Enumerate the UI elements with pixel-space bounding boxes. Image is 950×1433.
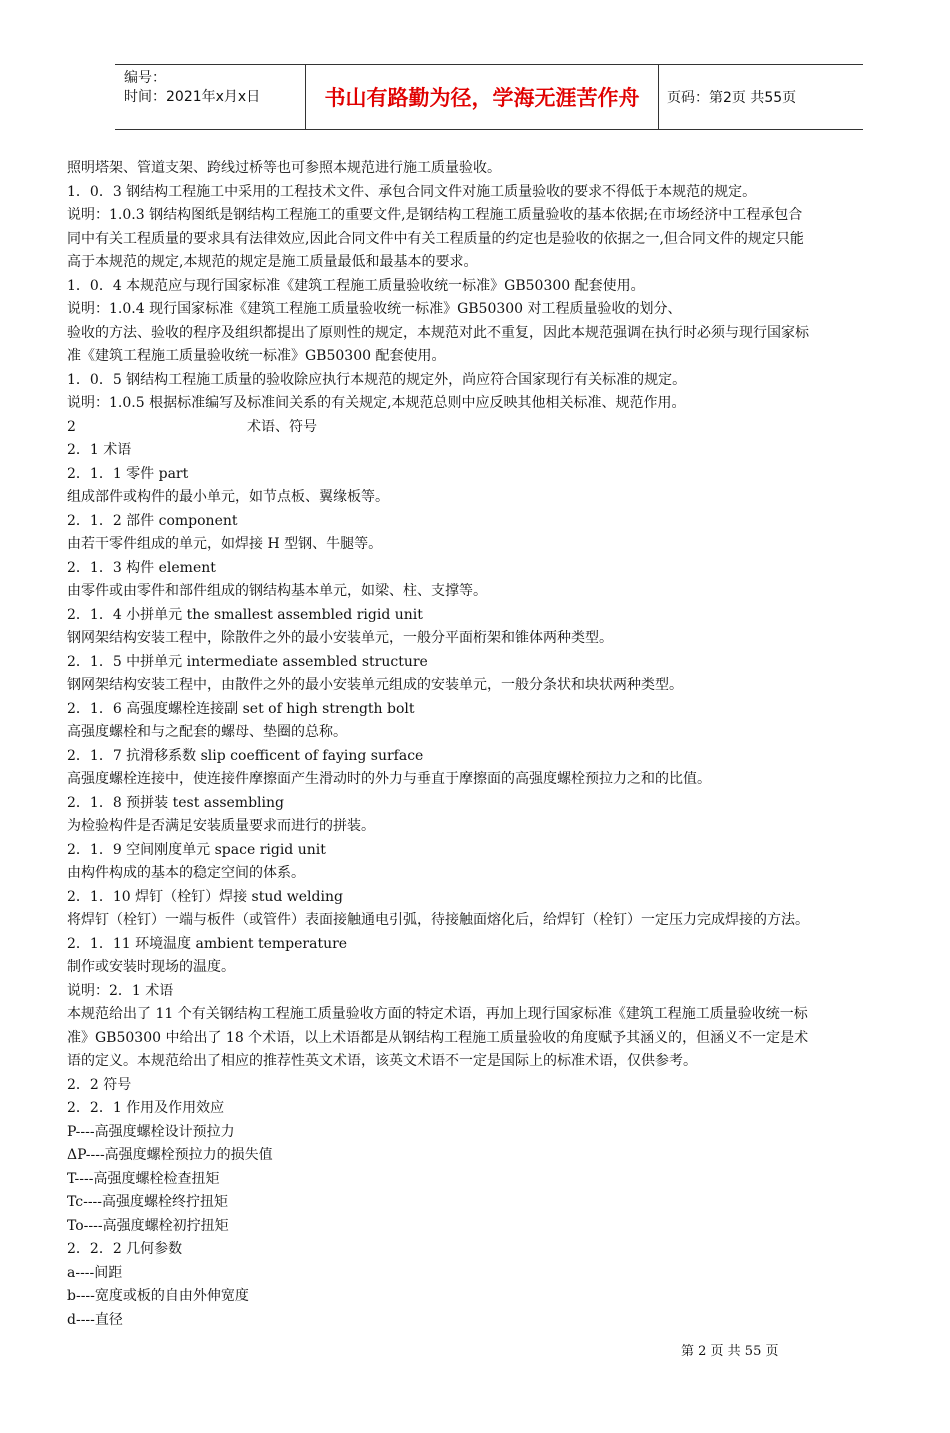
text-line: 高于本规范的规定,本规范的规定是施工质量最低和最基本的要求。 [67, 254, 478, 270]
text-line: 2．1．7 抗滑移系数 slip coefficent of faying surface [67, 747, 424, 764]
text-line: 由构件构成的基本的稳定空间的体系。 [67, 865, 305, 881]
text-line: 2．1．9 空间刚度单元 space rigid unit [67, 841, 326, 858]
document-body [67, 157, 915, 1332]
text-line: 制作或安装时现场的温度。 [67, 959, 235, 975]
section-2-heading [67, 416, 915, 440]
text-line: b----宽度或板的自由外伸宽度 [67, 1288, 249, 1304]
page-header [115, 64, 863, 130]
text-line: 准《建筑工程施工质量验收统一标准》GB50300 配套使用。 [67, 348, 446, 364]
text-line: 2．1．5 中拼单元 intermediate assembled structure [67, 653, 428, 670]
text-line: 1．0．3 钢结构工程施工中采用的工程技术文件、承包合同文件对施工质量验收的要求不得低于本规范的规定。 [67, 183, 757, 200]
text-line: 2．2 符号 [67, 1076, 132, 1093]
text-line: 语的定义。本规范给出了相应的推荐性英文术语，该英文术语不一定是国际上的标准术语，仅供参考。 [67, 1053, 697, 1069]
page-footer: 第 2 页 共 55 页 [681, 1344, 779, 1359]
text-line: 2．1 术语 [67, 442, 132, 458]
section-2-title: 术语、符号 [247, 418, 317, 435]
text-line: 2．1．10 焊钉（栓钉）焊接 stud welding [67, 888, 343, 905]
text-line: 2．1．8 预拼装 test assembling [67, 794, 284, 811]
text-line: 1．0．4 本规范应与现行国家标准《建筑工程施工质量验收统一标准》GB50300 配套使用。 [67, 277, 645, 294]
text-line: 2．1．2 部件 component [67, 512, 238, 529]
text-line: 钢网架结构安装工程中，由散件之外的最小安装单元组成的安装单元，一般分条状和块状两种类型。 [67, 677, 683, 693]
text-line: 照明塔架、管道支架、跨线过桥等也可参照本规范进行施工质量验收。 [67, 160, 501, 176]
text-line: 2．1．11 环境温度 ambient temperature [67, 935, 348, 952]
header-page-info: 页码：第2页 共55页 [667, 90, 797, 106]
text-line: 说明：1.0.5 根据标准编写及标准间关系的有关规定,本规范总则中应反映其他相关标准、规范作用。 [67, 395, 686, 411]
text-line: 2．2．2 几何参数 [67, 1241, 183, 1257]
text-line: 2．1．4 小拼单元 the smallest assembled rigid unit [67, 606, 423, 623]
text-line: 将焊钉（栓钉）一端与板件（或管件）表面接触通电引弧，待接触面熔化后，给焊钉（栓钉）一定压力完成焊接的方法。 [67, 912, 809, 928]
text-line: 说明：2．1 术语 [67, 982, 174, 999]
text-line: 2．1．3 构件 element [67, 559, 216, 576]
text-line: 同中有关工程质量的要求具有法律效应,因此合同文件中有关工程质量的约定也是验收的依据之一,但合同文件的规定只能 [67, 230, 804, 247]
text-line: 2．1．1 零件 part [67, 465, 189, 482]
text-line: 由若干零件组成的单元，如焊接 H 型钢、牛腿等。 [67, 536, 383, 552]
text-line: 组成部件或构件的最小单元，如节点板、翼缘板等。 [67, 489, 389, 505]
text-line: 钢网架结构安装工程中，除散件之外的最小安装单元，一般分平面桁架和锥体两种类型。 [67, 630, 613, 646]
text-line: ΔP----高强度螺栓预拉力的损失值 [67, 1147, 273, 1163]
text-line: a----间距 [67, 1264, 123, 1281]
text-line: To----高强度螺栓初拧扭矩 [67, 1217, 229, 1234]
text-line: T----高强度螺栓检查扭矩 [67, 1170, 220, 1187]
header-number-label: 编号： [124, 70, 166, 86]
header-motto: 书山有路勤为径，学海无涯苦作舟 [306, 65, 659, 129]
text-line: d----直径 [67, 1311, 123, 1328]
text-line: 由零件或由零件和部件组成的钢结构基本单元，如梁、柱、支撑等。 [67, 583, 487, 599]
text-line: 高强度螺栓连接中，使连接件摩擦面产生滑动时的外力与垂直于摩擦面的高强度螺栓预拉力之和的比值。 [67, 771, 711, 787]
text-line: 高强度螺栓和与之配套的螺母、垫圈的总称。 [67, 724, 347, 740]
text-line: 准》GB50300 中给出了 18 个术语，以上术语都是从钢结构工程施工质量验收的角度赋予其涵义的，但涵义不一定是术 [67, 1029, 809, 1046]
text-line: 本规范给出了 11 个有关钢结构工程施工质量验收方面的特定术语，再加上现行国家标准《建筑工程施工质量验收统一标 [67, 1006, 808, 1022]
header-date: 时间：2021年x月x日 [124, 89, 261, 105]
section-2-number: 2 [67, 418, 76, 435]
section-1-text [67, 157, 915, 416]
header-meta [115, 65, 306, 129]
text-line: Tc----高强度螺栓终拧扭矩 [67, 1194, 229, 1210]
text-line: P----高强度螺栓设计预拉力 [67, 1123, 235, 1140]
text-line: 验收的方法、验收的程序及组织都提出了原则性的规定，本规范对此不重复，因此本规范强调在执行时必须与现行国家标 [67, 324, 809, 341]
text-line: 为检验构件是否满足安装质量要求而进行的拼装。 [67, 818, 375, 834]
text-line: 2．2．1 作用及作用效应 [67, 1100, 225, 1116]
text-line: 说明：1.0.3 钢结构图纸是钢结构工程施工的重要文件,是钢结构工程施工质量验收的基本依据;在市场经济中工程承包合 [67, 207, 803, 223]
text-line: 说明：1.0.4 现行国家标准《建筑工程施工质量验收统一标准》GB50300 对工程质量验收的划分、 [67, 301, 682, 317]
section-2-text [67, 439, 915, 1332]
text-line: 1．0．5 钢结构工程施工质量的验收除应执行本规范的规定外，尚应符合国家现行有关标准的规定。 [67, 371, 687, 388]
text-line: 2．1．6 高强度螺栓连接副 set of high strength bolt [67, 700, 415, 717]
